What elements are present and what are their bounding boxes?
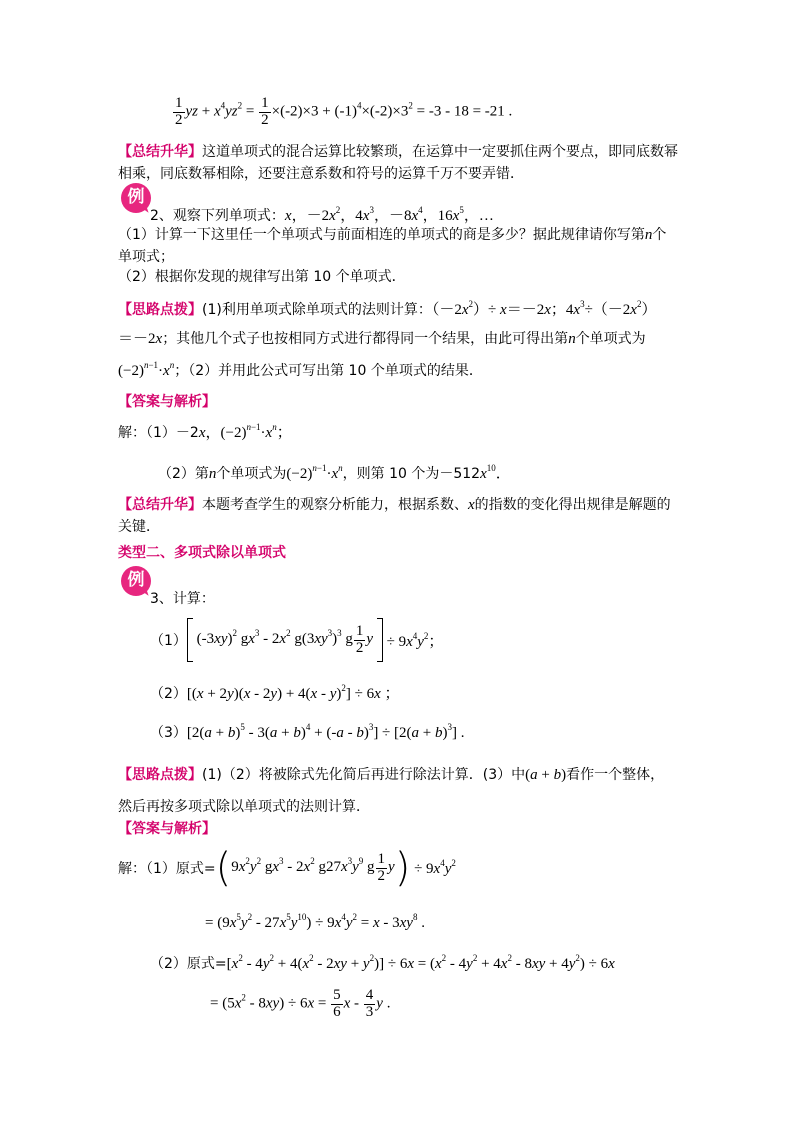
solution-3-2-prefix: （2）原式= — [150, 956, 227, 972]
hint-3-text: (1)（2）将被除式先化简后再进行除法计算．(3）中 — [202, 767, 526, 783]
summary-2-line-2: 关键． — [118, 519, 160, 535]
hint-line-1: 【思路点拨】(1)利用单项式除单项式的法则计算：$(-2x^2)\div x=-2x$；$4x^3\div(-2x^2)$ — [118, 299, 657, 318]
question-1-text: （1）计算一下这里任一个单项式与前面相连的单项式的商是多少？据此规律请你写第 — [118, 227, 645, 243]
solution-3-1-step-2: = $(9x^5y^2 - 27x^5y^{10}) \div 9x^4y^2 = x - 3xy^8$ . — [205, 912, 425, 931]
solution-3-1: 解：（1）原式$=(9x^2y^2$ $gx^3 - 2x^2$ $g27x^3y^9$ g $\frac{1}{2}$ $y) \div 9x^4y^2$ — [118, 845, 456, 891]
problem-3: $(3)[2(a + b)^5 - 3(a + b)^4 + (-a - b)^3] \div [2(a + b)^3]$ . — [150, 722, 465, 741]
solution-1: 解：（1）－2x，$(-2)^{n-1}\cdot x^n$； — [118, 422, 292, 441]
summary-2-tail: 的指数的变化得出规律是解题的 — [474, 497, 671, 513]
question-1-line-2: 单项式； — [118, 249, 174, 265]
hint-text-2: ；其他几个式子也按相同方式进行都得同一个结果，由此可得出第 — [162, 331, 569, 347]
solution-3-2: （2）原式$=[x^2 - 4y^2 + 4(x^2 - 2xy + y^2)] \div 6x = (x^2 - 4y^2 + 4x^2 - 8xy + 4y^2) \div 6x$ — [150, 953, 615, 972]
hint-text-4: ；（2）并用此公式可写出第 10 个单项式的结果． — [174, 363, 483, 379]
example-badge-icon: 例 — [121, 566, 151, 596]
hint-3-tail: 看作一个整体， — [566, 767, 665, 783]
summary-line-2: 相乘，同底数幂相除，还要注意系数和符号的运算千万不要弄错． — [118, 166, 524, 182]
summary-line-1 — [118, 141, 678, 161]
hint-3-line-2: 然后再按多项式除以单项式的法则计算． — [118, 799, 370, 815]
example-3-title: 3、计算： — [150, 591, 215, 607]
solution-2: （2）第n个单项式为$(-2)^{n-1}\cdot x^n$，则第 10 个为$-512x^{10}$． — [158, 463, 511, 482]
example-badge-icon: 例 — [121, 183, 151, 213]
example-2-label: 2、观察下列单项式： — [150, 208, 285, 224]
question-2: （2）根据你发现的规律写出第 10 个单项式． — [118, 269, 406, 285]
solution-2-prefix: （2）第 — [158, 466, 209, 482]
solution-2-mid: 个单项式为 — [216, 466, 287, 482]
hint-text: (1)利用单项式除单项式的法则计算： — [202, 302, 432, 318]
problem-3-label: （3） — [150, 725, 187, 741]
hint-line-3: $(-2)^{n-1}\cdot x^n$；（2）并用此公式可写出第 10 个单项式的结果． — [118, 360, 483, 379]
sequence: x，$-2x^2$，$4x^3$，$-8x^4$，$16x^5$，… — [284, 205, 494, 224]
summary-2-line-1: 【总结升华】本题考查学生的观察分析能力，根据系数、x的指数的变化得出规律是解题的 — [118, 497, 671, 513]
summary-2-tag: 【总结升华】 — [118, 497, 202, 513]
hint-line-2: ＝－2x；其他几个式子也按相同方式进行都得同一个结果，由此可得出第n个单项式为 — [118, 331, 646, 347]
answer-3-tag: 【答案与解析】 — [118, 821, 216, 837]
solution-3-1-prefix: 解：（1）原式= — [118, 861, 216, 877]
equation-line-1: $\frac{1}{2}$ yz + $x^4yz^2$ = $\frac{1}{2}$ $\times(-2)\times 3 + (-1)^4\times(-2)\times 3^2 = -3 - 18 = -21$ . — [175, 95, 513, 128]
hint-text-3: 个单项式为 — [575, 331, 646, 347]
problem-2: （2）[(x + 2y)(x - 2y) + 4(x - y)$^2$] ÷ 6x ； — [150, 683, 400, 702]
solution-1-prefix: 解：（1）－2 — [118, 425, 199, 441]
summary-text: 这道单项式的混合运算比较繁琐，在运算中一定要抓住两个要点，即同底数幂 — [202, 144, 678, 160]
problem-2-label: （2） — [150, 686, 187, 702]
problem-1-label: （1） — [150, 633, 187, 649]
hint-tag: 【思路点拨】 — [118, 302, 202, 318]
example-2-title — [150, 204, 494, 225]
answer-tag: 【答案与解析】 — [118, 394, 216, 410]
question-1-line-1: （1）计算一下这里任一个单项式与前面相连的单项式的商是多少？据此规律请你写第n个 — [118, 227, 667, 243]
solution-2-mid2: ，则第 10 个为－512 — [342, 466, 481, 482]
hint-3-line-1: 【思路点拨】(1)（2）将被除式先化简后再进行除法计算．(3）中(a + b)看作一个整体， — [118, 767, 665, 783]
summary-tag: 【总结升华】 — [118, 144, 202, 160]
problem-1: （1） $(-3xy)^2$ $gx^3 - 2x^2$ $g(3xy^3)^3$ g $\frac{1}{2}$ $y \div 9x^4y^2$； — [150, 618, 443, 666]
section-heading: 类型二、多项式除以单项式 — [118, 545, 286, 561]
question-1-tail: 个 — [652, 227, 667, 243]
hint-3-tag: 【思路点拨】 — [118, 767, 202, 783]
summary-2-text: 本题考查学生的观察分析能力，根据系数、 — [202, 497, 468, 513]
solution-3-2-step-2: = $(5x^2 - 8xy) \div 6x$ = $\frac{5}{6}$ x - $\frac{4}{3}$ y . — [210, 987, 391, 1020]
